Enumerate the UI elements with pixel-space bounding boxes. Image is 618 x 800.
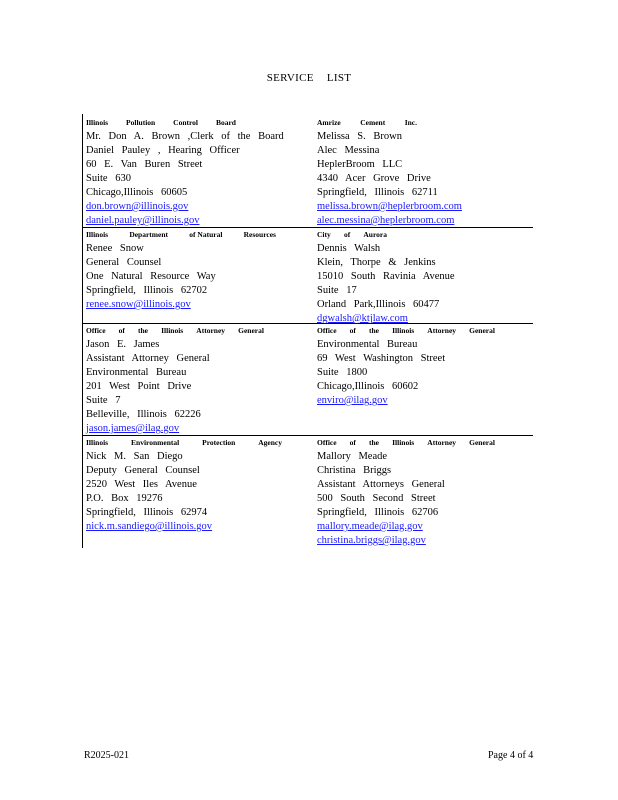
address-line: Suite 630: [86, 173, 131, 184]
address-line: One Natural Resource Way: [86, 271, 216, 282]
address-line: Melissa S. Brown: [317, 131, 402, 142]
service-entry: [317, 116, 545, 228]
address-line: Assistant Attorney General: [86, 353, 210, 364]
address-line: 201 West Point Drive: [86, 381, 192, 392]
organization-word: Board: [215, 118, 236, 127]
service-entry: [317, 324, 545, 408]
organization-word: Protection: [202, 438, 236, 447]
organization-word: the: [369, 438, 380, 447]
address-line: 2520 West Iles Avenue: [86, 479, 197, 490]
organization-word: General: [469, 438, 495, 447]
organization-name: [317, 116, 421, 130]
address-line: Chicago,Illinois 60602: [317, 381, 419, 392]
address-line: Deputy General Counsel: [86, 465, 200, 476]
address-line: General Counsel: [86, 257, 162, 268]
organization-word: General: [469, 326, 495, 335]
organization-word: Agency: [258, 438, 282, 447]
email-link[interactable]: renee.snow@illinois.gov: [86, 299, 191, 310]
organization-word: Attorney: [427, 438, 457, 447]
organization-word: City: [317, 230, 331, 239]
address-line: Suite 17: [317, 285, 357, 296]
address-line: Suite 1800: [317, 367, 368, 378]
address-line: Mallory Meade: [317, 451, 388, 462]
organization-word: Attorney: [196, 326, 226, 335]
email-link[interactable]: christina.briggs@ilag.gov: [317, 535, 426, 546]
organization-word: Illinois: [86, 438, 109, 447]
address-line: Environmental Bureau: [86, 367, 187, 378]
address-line: Chicago,Illinois 60605: [86, 187, 188, 198]
page-title: SERVICE LIST: [266, 72, 352, 84]
address-line: Orland Park,Illinois 60477: [317, 299, 440, 310]
service-entry: [86, 436, 314, 534]
email-link[interactable]: alec.messina@heplerbroom.com: [317, 215, 455, 226]
organization-word: Illinois: [86, 118, 109, 127]
service-entry: [86, 324, 314, 436]
organization-word: Attorney: [427, 326, 457, 335]
address-line: Klein, Thorpe & Jenkins: [317, 257, 436, 268]
organization-word: Environmental: [131, 438, 180, 447]
address-line: Springfield, Illinois 62974: [86, 507, 208, 518]
organization-word: Pollution: [126, 118, 156, 127]
address-line: Dennis Walsh: [317, 243, 381, 254]
address-line: Daniel Pauley , Hearing Officer: [86, 145, 240, 156]
page-number: Page 4 of 4: [488, 750, 534, 761]
address-line: Alec Messina: [317, 145, 380, 156]
organization-word: of: [349, 326, 356, 335]
organization-word: General: [238, 326, 264, 335]
left-rule: [82, 114, 83, 548]
email-link[interactable]: mallory.meade@ilag.gov: [317, 521, 423, 532]
email-link[interactable]: don.brown@illinois.gov: [86, 201, 189, 212]
address-line: 15010 South Ravinia Avenue: [317, 271, 455, 282]
address-line: Nick M. San Diego: [86, 451, 183, 462]
organization-name: [86, 436, 286, 450]
organization-word: of Natural: [189, 230, 223, 239]
email-link[interactable]: enviro@ilag.gov: [317, 395, 388, 406]
organization-name: [317, 228, 391, 242]
address-line: HeplerBroom LLC: [317, 159, 403, 170]
organization-name: [86, 116, 240, 130]
organization-word: the: [138, 326, 149, 335]
address-line: Springfield, Illinois 62702: [86, 285, 208, 296]
email-link[interactable]: dgwalsh@ktjlaw.com: [317, 313, 408, 324]
organization-word: of: [343, 230, 351, 239]
organization-word: Office: [317, 326, 337, 335]
organization-word: the: [369, 326, 380, 335]
address-line: 500 South Second Street: [317, 493, 436, 504]
organization-name: [317, 436, 499, 450]
organization-word: Amrize: [317, 118, 341, 127]
address-line: Springfield, Illinois 62706: [317, 507, 439, 518]
organization-word: of: [118, 326, 125, 335]
organization-name: [317, 324, 499, 338]
email-link[interactable]: daniel.pauley@illinois.gov: [86, 215, 200, 226]
address-line: P.O. Box 19276: [86, 493, 163, 504]
address-line: Environmental Bureau: [317, 339, 418, 350]
organization-word: Office: [317, 438, 337, 447]
service-entry: [317, 436, 545, 548]
organization-name: [86, 324, 268, 338]
address-line: Jason E. James: [86, 339, 160, 350]
address-line: Suite 7: [86, 395, 121, 406]
address-line: Mr. Don A. Brown ,Clerk of the Board: [86, 131, 284, 142]
organization-word: of: [349, 438, 356, 447]
organization-word: Inc.: [404, 118, 417, 127]
address-line: 69 West Washington Street: [317, 353, 446, 364]
organization-word: Illinois: [161, 326, 184, 335]
email-link[interactable]: melissa.brown@heplerbroom.com: [317, 201, 462, 212]
organization-word: Control: [173, 118, 199, 127]
organization-word: Aurora: [363, 230, 387, 239]
address-line: Assistant Attorneys General: [317, 479, 445, 490]
service-entry: [86, 116, 314, 228]
organization-word: Illinois: [392, 438, 415, 447]
address-line: Christina Briggs: [317, 465, 392, 476]
address-line: Belleville, Illinois 62226: [86, 409, 201, 420]
email-link[interactable]: jason.james@ilag.gov: [86, 423, 180, 434]
email-link[interactable]: nick.m.sandiego@illinois.gov: [86, 521, 213, 532]
docket-number: R2025-021: [84, 750, 129, 761]
organization-word: Illinois: [86, 230, 109, 239]
organization-word: Department: [129, 230, 169, 239]
service-entry: [86, 228, 314, 312]
address-line: Springfield, Illinois 62711: [317, 187, 438, 198]
address-line: Renee Snow: [86, 243, 144, 254]
address-line: 4340 Acer Grove Drive: [317, 173, 431, 184]
organization-word: Office: [86, 326, 106, 335]
service-entry: [317, 228, 545, 326]
address-line: 60 E. Van Buren Street: [86, 159, 203, 170]
organization-word: Illinois: [392, 326, 415, 335]
organization-name: [86, 228, 280, 242]
organization-word: Resources: [243, 230, 276, 239]
organization-word: Cement: [360, 118, 386, 127]
